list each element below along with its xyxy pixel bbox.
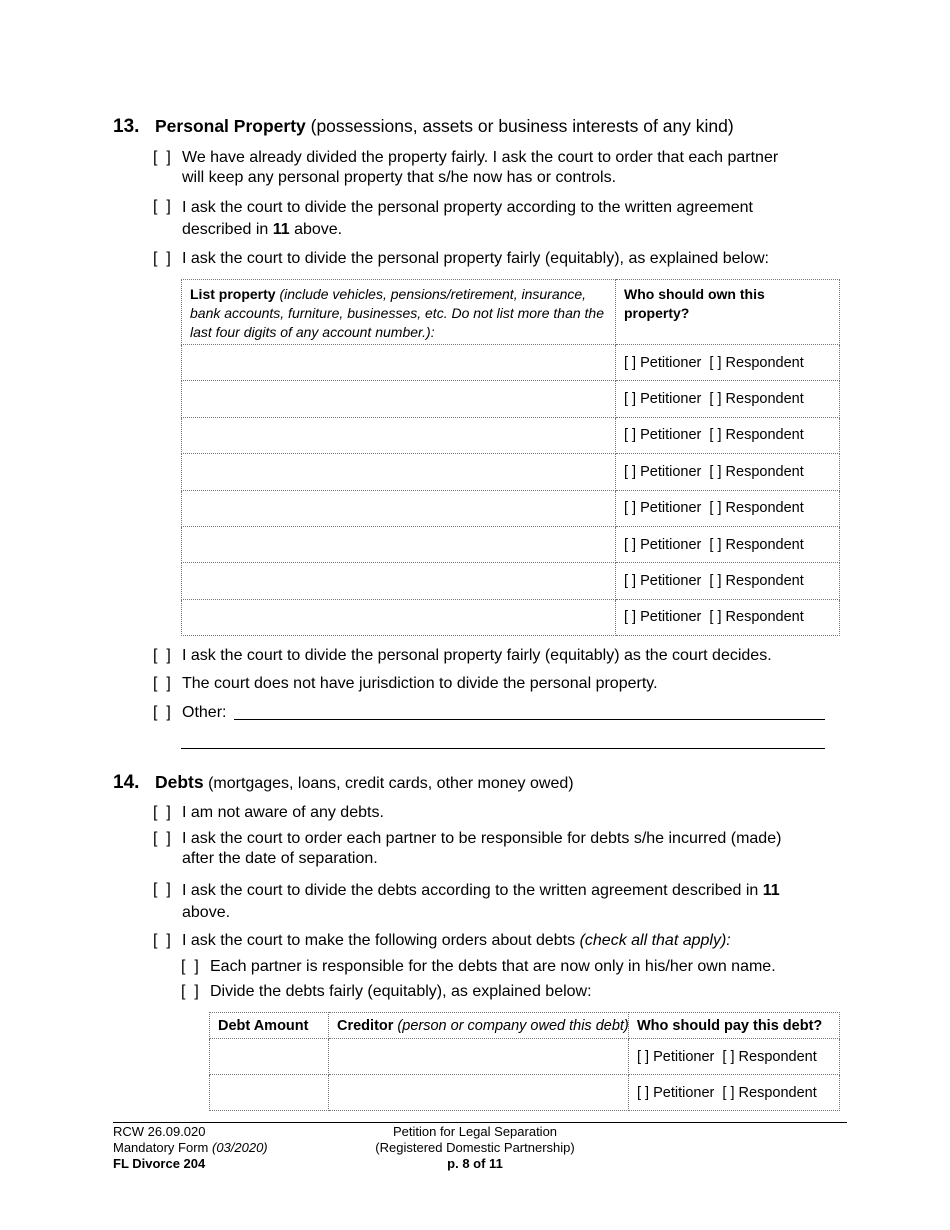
option-text: I ask the court to divide the debts according to the written agreement described in	[182, 882, 763, 899]
owner-choice[interactable]: [ ] Petitioner [ ] Respondent	[616, 563, 840, 599]
property-option-no-jurisdiction	[153, 674, 853, 694]
property-option-agreement	[153, 197, 853, 239]
other-input-line-2[interactable]	[181, 748, 825, 749]
option-text: Each partner is responsible for the debts that are now only in his/her own name.	[210, 958, 776, 975]
section-14-title-rest: (mortgages, loans, credit cards, other money owed)	[203, 775, 574, 792]
section-13-title-bold: Personal Property	[155, 116, 306, 136]
footer-rcw: RCW 26.09.020	[113, 1124, 206, 1139]
owner-choice[interactable]: [ ] Petitioner [ ] Respondent	[616, 490, 840, 526]
debt-option-orders	[153, 931, 853, 951]
option-text: will keep any personal property that s/he now has or controls.	[182, 169, 617, 186]
debt-table-header-payer: Who should pay this debt?	[629, 1013, 840, 1039]
owner-choice[interactable]: [ ] Petitioner [ ] Respondent	[616, 526, 840, 562]
checkbox[interactable]: [ ]	[153, 932, 171, 949]
property-table-header-list: List property (include vehicles, pensions/retirement, insurance, bank accounts, furniture, businesses, etc. Do not list more than the last four digits of any account number.):	[182, 280, 616, 345]
option-text: I ask the court to divide the personal property fairly (equitably) as the court decides.	[182, 647, 772, 664]
debt-table-header-creditor: Creditor (person or company owed this debt)	[329, 1013, 629, 1039]
property-option-other	[153, 703, 853, 723]
debt-suboption-own-name	[181, 957, 853, 977]
property-cell[interactable]	[182, 381, 616, 417]
option-text: Divide the debts fairly (equitably), as explained below:	[210, 983, 592, 1000]
debt-table-header-amount: Debt Amount	[210, 1013, 329, 1039]
checkbox[interactable]: [ ]	[153, 881, 171, 898]
creditor-cell[interactable]	[329, 1039, 629, 1075]
checkbox[interactable]: [ ]	[153, 704, 171, 721]
owner-choice[interactable]: [ ] Petitioner [ ] Respondent	[616, 599, 840, 635]
checkbox[interactable]: [ ]	[153, 830, 171, 847]
owner-choice[interactable]: [ ] Petitioner [ ] Respondent	[616, 454, 840, 490]
checkbox[interactable]: [ ]	[153, 675, 171, 692]
option-text: I ask the court to divide the personal property fairly (equitably), as explained below:	[182, 250, 769, 267]
checkbox[interactable]: [ ]	[153, 149, 171, 166]
section-13-title-rest: (possessions, assets or business interests of any kind)	[305, 116, 734, 136]
checkbox[interactable]: [ ]	[181, 958, 199, 975]
payer-choice[interactable]: [ ] Petitioner [ ] Respondent	[629, 1039, 840, 1075]
debt-option-agreement	[153, 880, 853, 922]
footer-rule	[113, 1122, 847, 1123]
option-text: above.	[289, 221, 343, 238]
debt-option-none	[153, 803, 853, 823]
option-text: We have already divided the property fairly. I ask the court to order that each partner	[182, 149, 779, 166]
footer-center	[345, 1124, 605, 1172]
option-text: above.	[182, 904, 231, 921]
creditor-cell[interactable]	[329, 1075, 629, 1111]
footer-mandatory: Mandatory Form (03/2020)	[113, 1140, 268, 1155]
property-table-header-owner: Who should own this property?	[616, 280, 840, 345]
debt-option-each-partner	[153, 829, 853, 869]
checkbox[interactable]: [ ]	[153, 250, 171, 267]
property-table	[181, 279, 840, 636]
property-cell[interactable]	[182, 599, 616, 635]
checkbox[interactable]: [ ]	[181, 983, 199, 1000]
section-13-title	[155, 116, 734, 137]
property-cell[interactable]	[182, 490, 616, 526]
reference-number: 11	[762, 882, 780, 899]
option-text: The court does not have jurisdiction to divide the personal property.	[182, 675, 658, 692]
option-text: after the date of separation.	[182, 850, 378, 867]
footer-title: Petition for Legal Separation	[392, 1124, 558, 1139]
owner-choice[interactable]: [ ] Petitioner [ ] Respondent	[616, 345, 840, 381]
property-cell[interactable]	[182, 563, 616, 599]
option-text: I ask the court to make the following orders about debts	[182, 932, 580, 949]
footer-page: p. 8 of 11	[447, 1156, 503, 1171]
payer-choice[interactable]: [ ] Petitioner [ ] Respondent	[629, 1075, 840, 1111]
option-text: I am not aware of any debts.	[182, 804, 384, 821]
footer-form-id: FL Divorce 204	[113, 1156, 206, 1171]
checkbox[interactable]: [ ]	[153, 804, 171, 821]
option-text: I ask the court to order each partner to be responsible for debts s/he incurred (made)	[182, 830, 782, 847]
debt-amount-cell[interactable]	[210, 1039, 329, 1075]
option-text: Other:	[182, 704, 227, 721]
property-cell[interactable]	[182, 417, 616, 453]
section-14-number: 14.	[113, 772, 140, 793]
section-14-title-bold: Debts	[155, 772, 204, 792]
debt-suboption-divide	[181, 982, 853, 1002]
checkbox[interactable]: [ ]	[153, 198, 171, 215]
section-13-number: 13.	[113, 116, 140, 137]
property-cell[interactable]	[182, 526, 616, 562]
owner-choice[interactable]: [ ] Petitioner [ ] Respondent	[616, 381, 840, 417]
checkbox[interactable]: [ ]	[153, 647, 171, 664]
property-option-court-decides	[153, 646, 853, 666]
debt-table	[209, 1012, 840, 1111]
property-option-divided	[153, 148, 853, 188]
option-text: I ask the court to divide the personal property according to the written agreement	[182, 199, 753, 216]
reference-number: 11	[272, 221, 290, 238]
property-option-explained	[153, 249, 853, 269]
owner-choice[interactable]: [ ] Petitioner [ ] Respondent	[616, 417, 840, 453]
footer-left	[113, 1124, 268, 1172]
option-text: described in	[182, 221, 273, 238]
property-cell[interactable]	[182, 454, 616, 490]
footer-subtitle: (Registered Domestic Partnership)	[375, 1140, 575, 1155]
option-text-italic: (check all that apply):	[579, 932, 731, 949]
section-14-title	[155, 772, 574, 793]
debt-amount-cell[interactable]	[210, 1075, 329, 1111]
property-cell[interactable]	[182, 345, 616, 381]
other-input-line[interactable]	[234, 719, 825, 720]
